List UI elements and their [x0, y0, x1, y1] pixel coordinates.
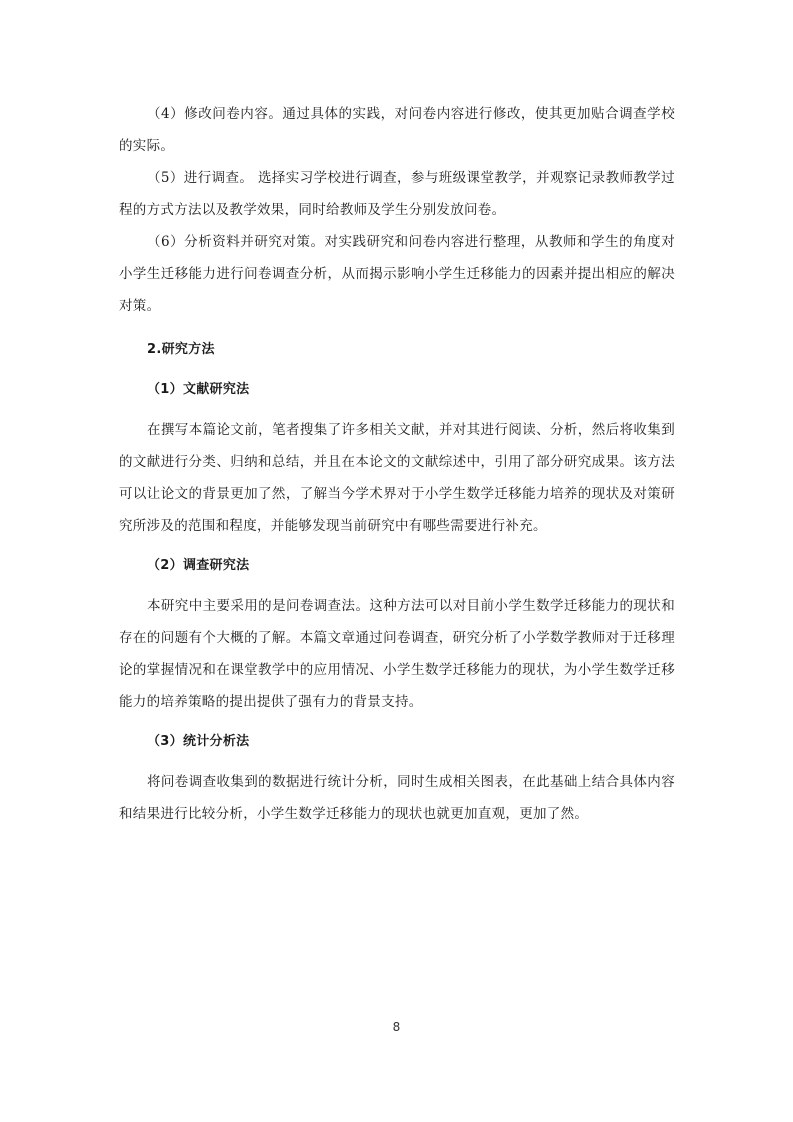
spacer — [119, 366, 675, 374]
spacer — [119, 406, 675, 414]
subsection-heading-statistics: （3）统计分析法 — [147, 734, 250, 749]
spacer — [119, 582, 675, 590]
spacer — [119, 322, 675, 334]
page-content — [119, 98, 675, 830]
paragraph-literature: 在撰写本篇论文前，笔者搜集了许多相关文献，并对其进行阅读、分析，然后将收集到的文献进行分类、归纳和总结，并且在本论文的文献综述中，引用了部分研究成果。该方法可以让论文的背景更加了然，了解当今学术界对于小学生数学迁移能力培养的现状及对策研究所涉及的范围和程度，并能够发现当前研究中有哪些需要进行补充。 — [119, 422, 675, 534]
paragraph-step-4: （4）修改问卷内容。通过具体的实践，对问卷内容进行修改，使其更加贴合调查学校的实际。 — [119, 106, 675, 154]
spacer — [119, 542, 675, 550]
paragraph-step-6: （6）分析资料并研究对策。对实践研究和问卷内容进行整理，从教师和学生的角度对小学生迁移能力进行问卷调查分析，从而揭示影响小学生迁移能力的因素并提出相应的解决对策。 — [119, 234, 675, 314]
subsection-heading-survey: （2）调查研究法 — [147, 558, 250, 573]
page-number: 8 — [392, 1020, 401, 1034]
spacer — [119, 758, 675, 766]
section-heading-research-methods: 2.研究方法 — [147, 342, 215, 357]
spacer — [119, 718, 675, 726]
subsection-heading-literature: （1）文献研究法 — [147, 382, 250, 397]
paragraph-statistics: 将问卷调查收集到的数据进行统计分析，同时生成相关图表，在此基础上结合具体内容和结果进行比较分析，小学生数学迁移能力的现状也就更加直观，更加了然。 — [119, 774, 675, 822]
paragraph-survey: 本研究中主要采用的是问卷调查法。这种方法可以对目前小学生数学迁移能力的现状和存在的问题有个大概的了解。本篇文章通过问卷调查，研究分析了小学数学教师对于迁移理论的掌握情况和在课堂教学中的应用情况、小学生数学迁移能力的现状，为小学生数学迁移能力的培养策略的提出提供了强有力的背景支持。 — [119, 598, 675, 710]
paragraph-step-5: （5）进行调查。 选择实习学校进行调查，参与班级课堂教学，并观察记录教师教学过程的方式方法以及教学效果，同时给教师及学生分别发放问卷。 — [119, 170, 675, 218]
